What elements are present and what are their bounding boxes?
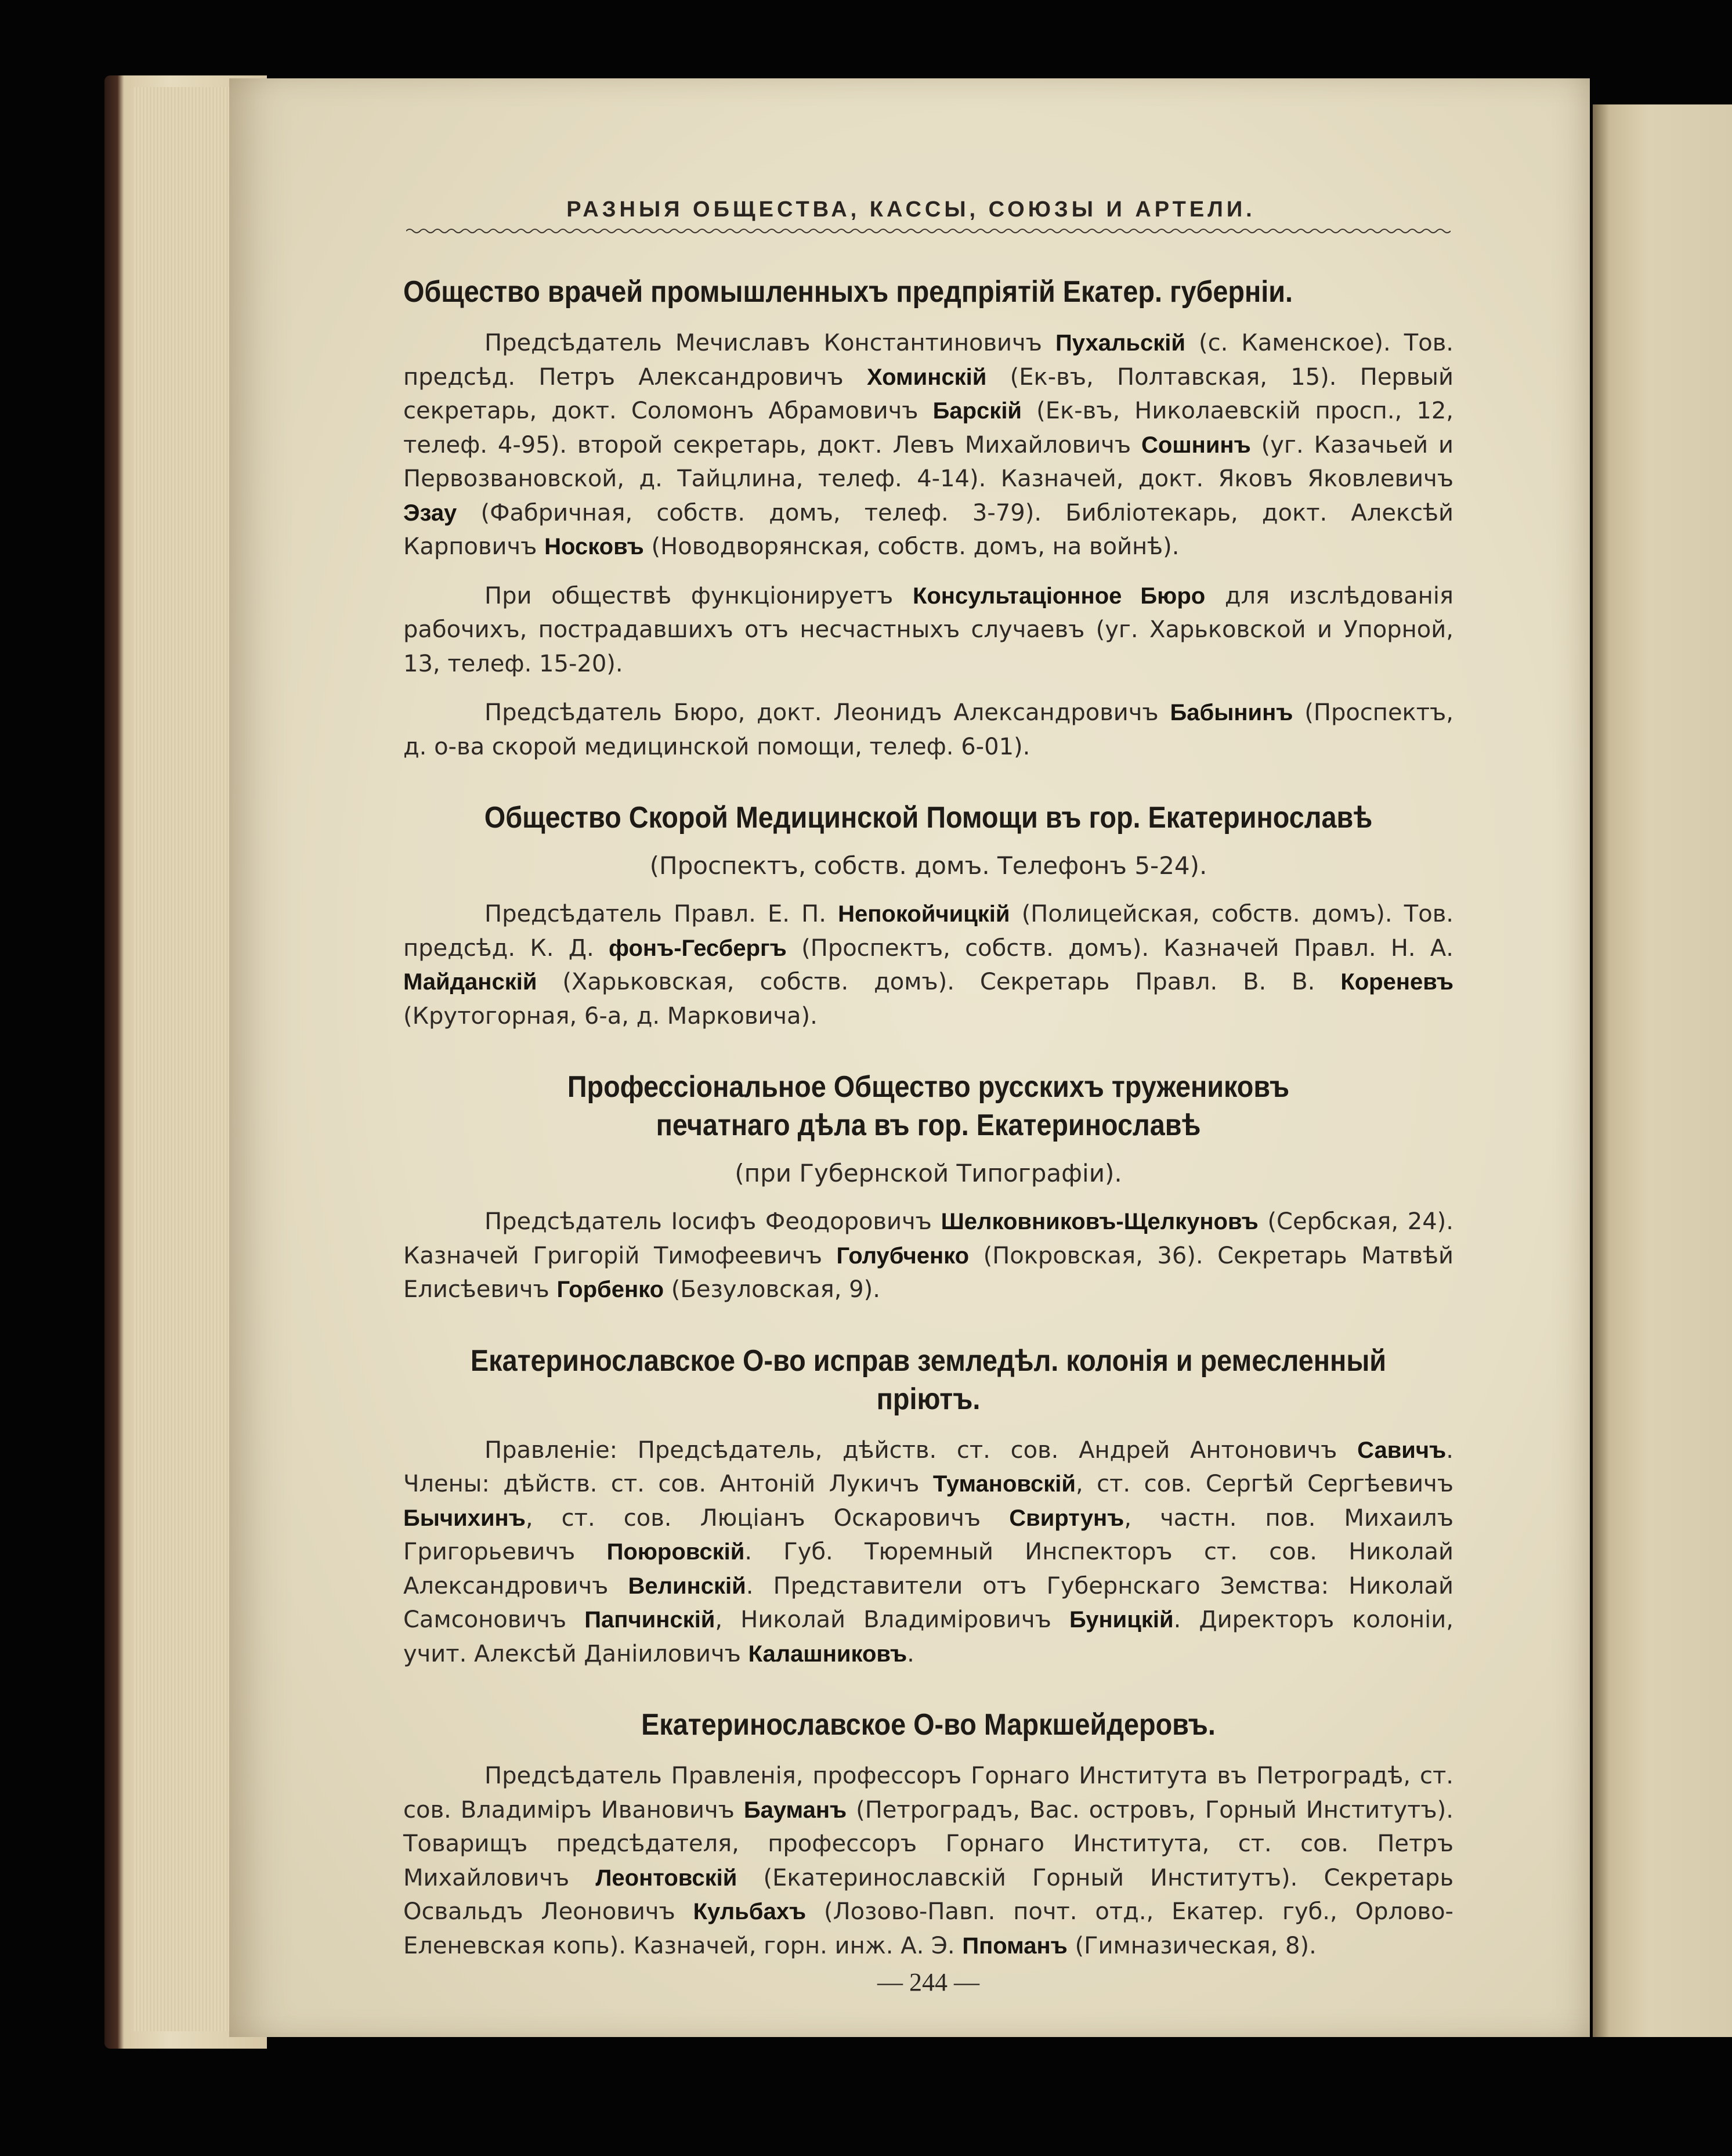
page-content — [403, 255, 1453, 1963]
paragraph: Предсѣдатель Правленія, профессоръ Горнаго Института въ Петроградѣ, ст. сов. Владиміръ Ивановичъ Бауманъ (Петроградъ, Вас. островъ, Горный Институтъ). Товарищъ предсѣдателя, профессоръ Горнаго Института, ст. сов. Петръ Михайловичъ Леонтовскій (Екатеринославскій Горный Институтъ). Секретарь Освальдъ Леоновичъ Кульбахъ (Лозово-Павп. почт. отд., Екатер. губ., Орлово-Еленевская копь). Казначей, горн. инж. А. Э. Ппоманъ (Гимназическая, 8). — [403, 1763, 1454, 1959]
facing-page-edge — [1593, 104, 1732, 2037]
paragraph: Предсѣдатель Правл. Е. П. Непокойчицкій (Полицейская, собств. домъ). Тов. предсѣд. К. Д. фонъ-Гесбергъ (Проспектъ, собств. домъ). Казначей Правл. Н. А. Майданскій (Харьковская, собств. домъ). Секретарь Правл. В. В. Кореневъ (Крутогорная, 6-а, д. Марковича). — [403, 901, 1453, 1030]
section-subtitle: (Проспектъ, собств. домъ. Телефонъ 5-24). — [649, 851, 1207, 880]
paragraph: Предсѣдатель Іосифъ Феодоровичъ Шелковниковъ-Щелкуновъ (Сербская, 24). Казначей Григорій Тимофеевичъ Голубченко (Покровская, 36). Секретарь Матвѣй Елисѣевичъ Горбенко (Безуловская, 9). — [403, 1208, 1453, 1303]
paragraph: Предсѣдатель Бюро, докт. Леонидъ Александровичъ Бабынинъ (Проспектъ, д. о-ва скорой медицинской помощи, телеф. 6-01). — [403, 699, 1453, 760]
wavy-rule — [406, 226, 1451, 236]
paragraph: При обществѣ функціонируетъ Консультаціонное Бюро для изслѣдованія рабочихъ, пострадавшихъ отъ несчастныхъ случаевъ (уг. Харьковской и Упорной, 13, телеф. 15-20). — [403, 582, 1453, 677]
section-subtitle: (при Губернской Типографіи). — [735, 1159, 1122, 1187]
running-head: РАЗНЫЯ ОБЩЕСТВА, КАССЫ, СОЮЗЫ И АРТЕЛИ. — [566, 197, 1256, 222]
section-title: Екатеринославское О-во исправ земледѣл. колонія и ремесленный пріютъ. — [470, 1344, 1387, 1416]
section-title: Професcіональное Общество русскихъ тружениковъ печатнаго дѣла въ гор. Екатеринославѣ — [567, 1070, 1290, 1142]
section-title: Общество Скорой Медицинской Помощи въ гор. Екатеринославѣ — [484, 801, 1373, 835]
section-title: Общество врачей промышленныхъ предпріятій Екатер. губерніи. — [403, 275, 1293, 309]
section-title: Екатеринославское О-во Маркшейдеровъ. — [641, 1708, 1216, 1742]
paragraph: Предсѣдатель Мечиславъ Константиновичъ Пухальскій (с. Каменское). Тов. предсѣд. Петръ Александровичъ Хоминскій (Ек-въ, Полтавская, 15). Первый секретарь, докт. Соломонъ Абрамовичъ Барскій (Ек-въ, Николаевскій просп., 12, телеф. 4-95). второй секретарь, докт. Левъ Михайловичъ Сошнинъ (уг. Казачьей и Первозвановской, д. Тайцлина, телеф. 4-14). Казначей, докт. Яковъ Яковлевичъ Эзау (Фабричная, собств. домъ, телеф. 3-79). Библіотекарь, докт. Алексѣй Карповичъ Носковъ (Новодворянская, собств. домъ, на войнѣ). — [403, 330, 1454, 560]
paragraph: Правленіе: Предсѣдатель, дѣйств. ст. сов. Андрей Антоновичъ Савичъ. Члены: дѣйств. ст. сов. Антоній Лукичъ Тумановскій, ст. сов. Сергѣй Сергѣевичъ Бычихинъ, ст. сов. Люціанъ Оскаровичъ Свиртунъ, частн. пов. Михаилъ Григорьевичъ Поюровскій. Губ. Тюремный Инспекторъ ст. сов. Николай Александровичъ Велинскій. Представители отъ Губернскаго Земства: Николай Самсоновичъ Папчинскій, Николай Владиміровичъ Буницкій. Директоръ колоніи, учит. Алексѣй Даніиловичъ Калашниковъ. — [403, 1436, 1454, 1667]
page-number: — 244 — — [877, 1968, 979, 1996]
